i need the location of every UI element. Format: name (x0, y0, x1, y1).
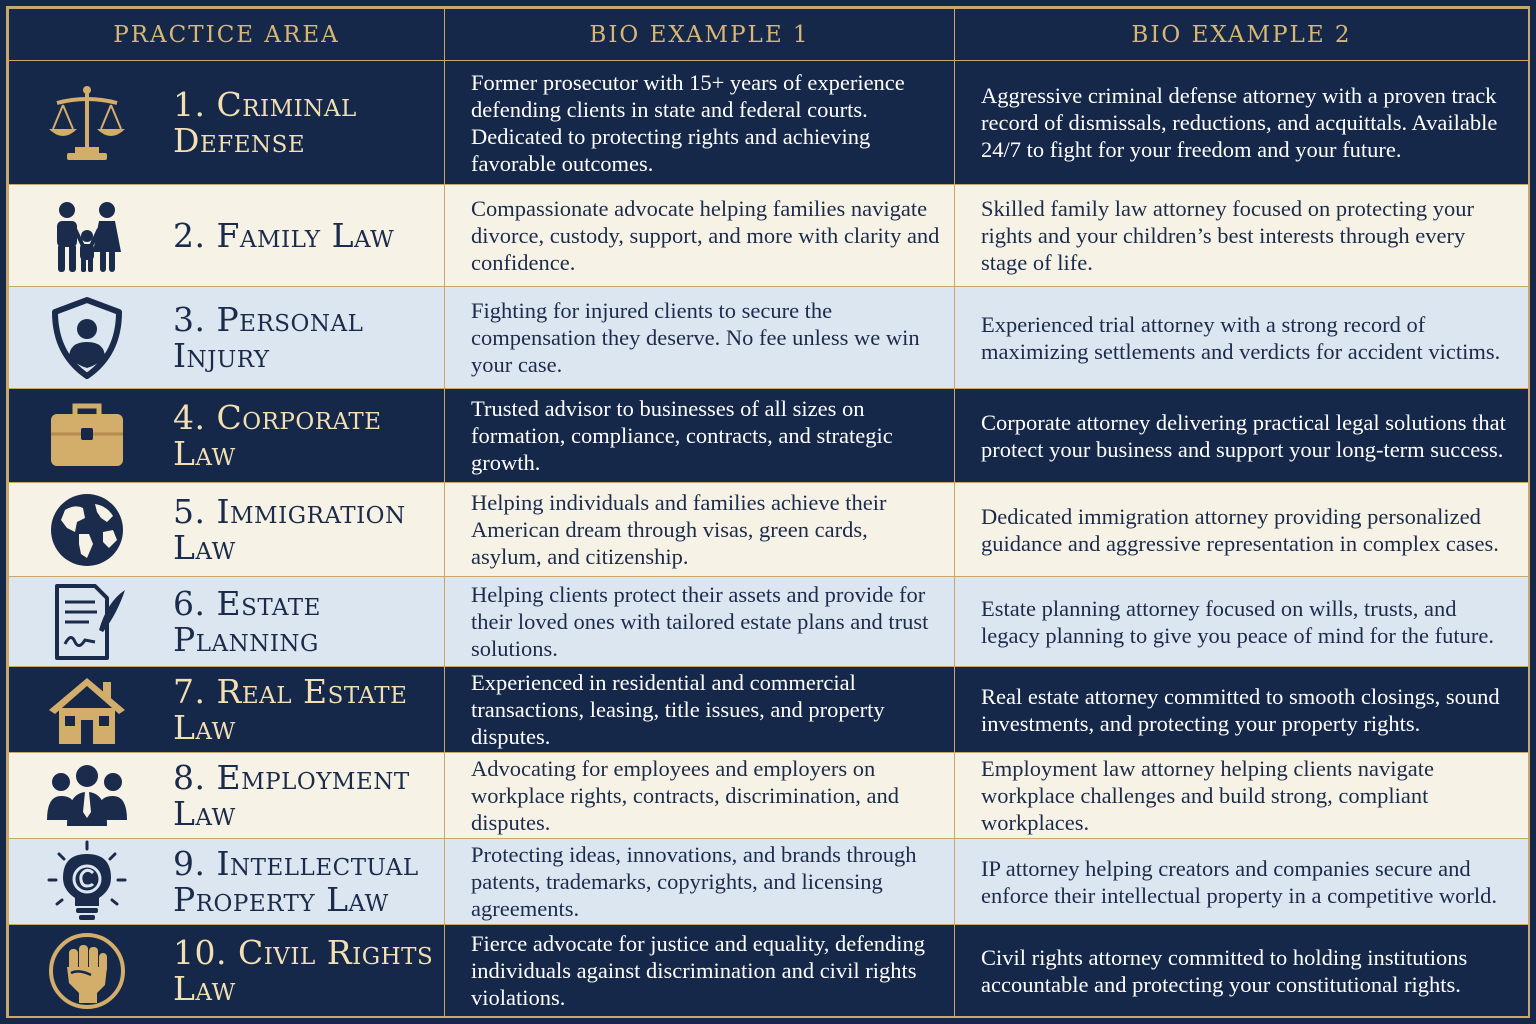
header-bio-example-2: BIO EXAMPLE 2 (955, 9, 1529, 61)
practice-area-name: 8. Employment Law (173, 757, 410, 833)
table-row (9, 753, 1529, 839)
practice-area-name: 2. Family Law (173, 215, 395, 255)
practice-area-name: 1. Criminal Defense (173, 84, 357, 160)
bio-example-1: Experienced in residential and commercial transactions, leasing, title issues, and property disputes. (445, 667, 955, 753)
family-icon (45, 194, 129, 278)
table-row (9, 839, 1529, 925)
practice-area-cell (9, 667, 445, 753)
shield-person-icon (45, 296, 129, 380)
table-row (9, 577, 1529, 667)
bio-example-2: Real estate attorney committed to smooth closings, sound investments, and protecting your property rights. (955, 667, 1529, 753)
briefcase-icon (45, 394, 129, 478)
header-bio-example-1: BIO EXAMPLE 1 (445, 9, 955, 61)
bio-example-2: Dedicated immigration attorney providing personalized guidance and aggressive representation in complex cases. (955, 483, 1529, 577)
table-row (9, 185, 1529, 287)
table-row (9, 287, 1529, 389)
practice-area-cell (9, 185, 445, 287)
document-quill-icon (45, 580, 129, 664)
practice-area-name: 5. Immigration Law (173, 491, 406, 567)
bio-example-2: Aggressive criminal defense attorney with a proven track record of dismissals, reductions, and acquittals. Available 24/7 to fight for your freedom and your future. (955, 61, 1529, 185)
table-row (9, 483, 1529, 577)
table-row (9, 925, 1529, 1017)
practice-area-name: 4. Corporate Law (173, 397, 382, 473)
bio-example-1: Protecting ideas, innovations, and brands through patents, trademarks, copyrights, and licensing agreements. (445, 839, 955, 925)
raised-fist-icon (45, 929, 129, 1013)
bio-example-2: Estate planning attorney focused on wills, trusts, and legacy planning to give you peace of mind for the future. (955, 577, 1529, 667)
practice-area-name: 10. Civil Rights Law (173, 932, 434, 1008)
practice-area-table-frame (6, 6, 1530, 1018)
practice-area-cell (9, 753, 445, 839)
bio-example-1: Compassionate advocate helping families navigate divorce, custody, support, and more with clarity and confidence. (445, 185, 955, 287)
practice-area-cell (9, 925, 445, 1017)
bio-example-2: Experienced trial attorney with a strong record of maximizing settlements and verdicts for accident victims. (955, 287, 1529, 389)
house-icon (45, 668, 129, 752)
practice-area-cell (9, 389, 445, 483)
table-row (9, 389, 1529, 483)
bio-example-2: Skilled family law attorney focused on protecting your rights and your children’s best interests through every stage of life. (955, 185, 1529, 287)
bio-example-1: Advocating for employees and employers on workplace rights, contracts, discrimination, and disputes. (445, 753, 955, 839)
practice-area-name: 6. Estate Planning (173, 583, 321, 659)
practice-area-cell (9, 839, 445, 925)
table-header-row (9, 9, 1529, 61)
bio-example-1: Trusted advisor to businesses of all sizes on formation, compliance, contracts, and strategic growth. (445, 389, 955, 483)
bio-example-2: Civil rights attorney committed to holding institutions accountable and protecting your constitutional rights. (955, 925, 1529, 1017)
bio-example-1: Fierce advocate for justice and equality, defending individuals against discrimination and civil rights violations. (445, 925, 955, 1017)
bio-example-1: Former prosecutor with 15+ years of experience defending clients in state and federal courts. Dedicated to protecting rights and achieving favorable outcomes. (445, 61, 955, 185)
bio-example-1: Helping clients protect their assets and provide for their loved ones with tailored estate plans and trust solutions. (445, 577, 955, 667)
practice-area-cell (9, 61, 445, 185)
practice-area-cell (9, 287, 445, 389)
table-row (9, 667, 1529, 753)
practice-area-cell (9, 483, 445, 577)
group-people-icon (45, 754, 129, 838)
bio-example-2: Employment law attorney helping clients navigate workplace challenges and build strong, compliant workplaces. (955, 753, 1529, 839)
practice-area-name: 3. Personal Injury (173, 299, 364, 375)
bio-example-2: IP attorney helping creators and companies secure and enforce their intellectual property in a competitive world. (955, 839, 1529, 925)
bio-example-1: Fighting for injured clients to secure the compensation they deserve. No fee unless we win your case. (445, 287, 955, 389)
scales-of-justice-icon (45, 81, 129, 165)
table-row (9, 61, 1529, 185)
globe-icon (45, 488, 129, 572)
header-practice-area: PRACTICE AREA (9, 9, 445, 61)
practice-area-table (8, 8, 1529, 1017)
bio-example-1: Helping individuals and families achieve their American dream through visas, green cards, asylum, and citizenship. (445, 483, 955, 577)
practice-area-name: 7. Real Estate Law (173, 671, 408, 747)
practice-area-cell (9, 577, 445, 667)
bio-example-2: Corporate attorney delivering practical legal solutions that protect your business and support your long-term success. (955, 389, 1529, 483)
lightbulb-copyright-icon (45, 840, 129, 924)
practice-area-name: 9. Intellectual Property Law (173, 843, 419, 919)
